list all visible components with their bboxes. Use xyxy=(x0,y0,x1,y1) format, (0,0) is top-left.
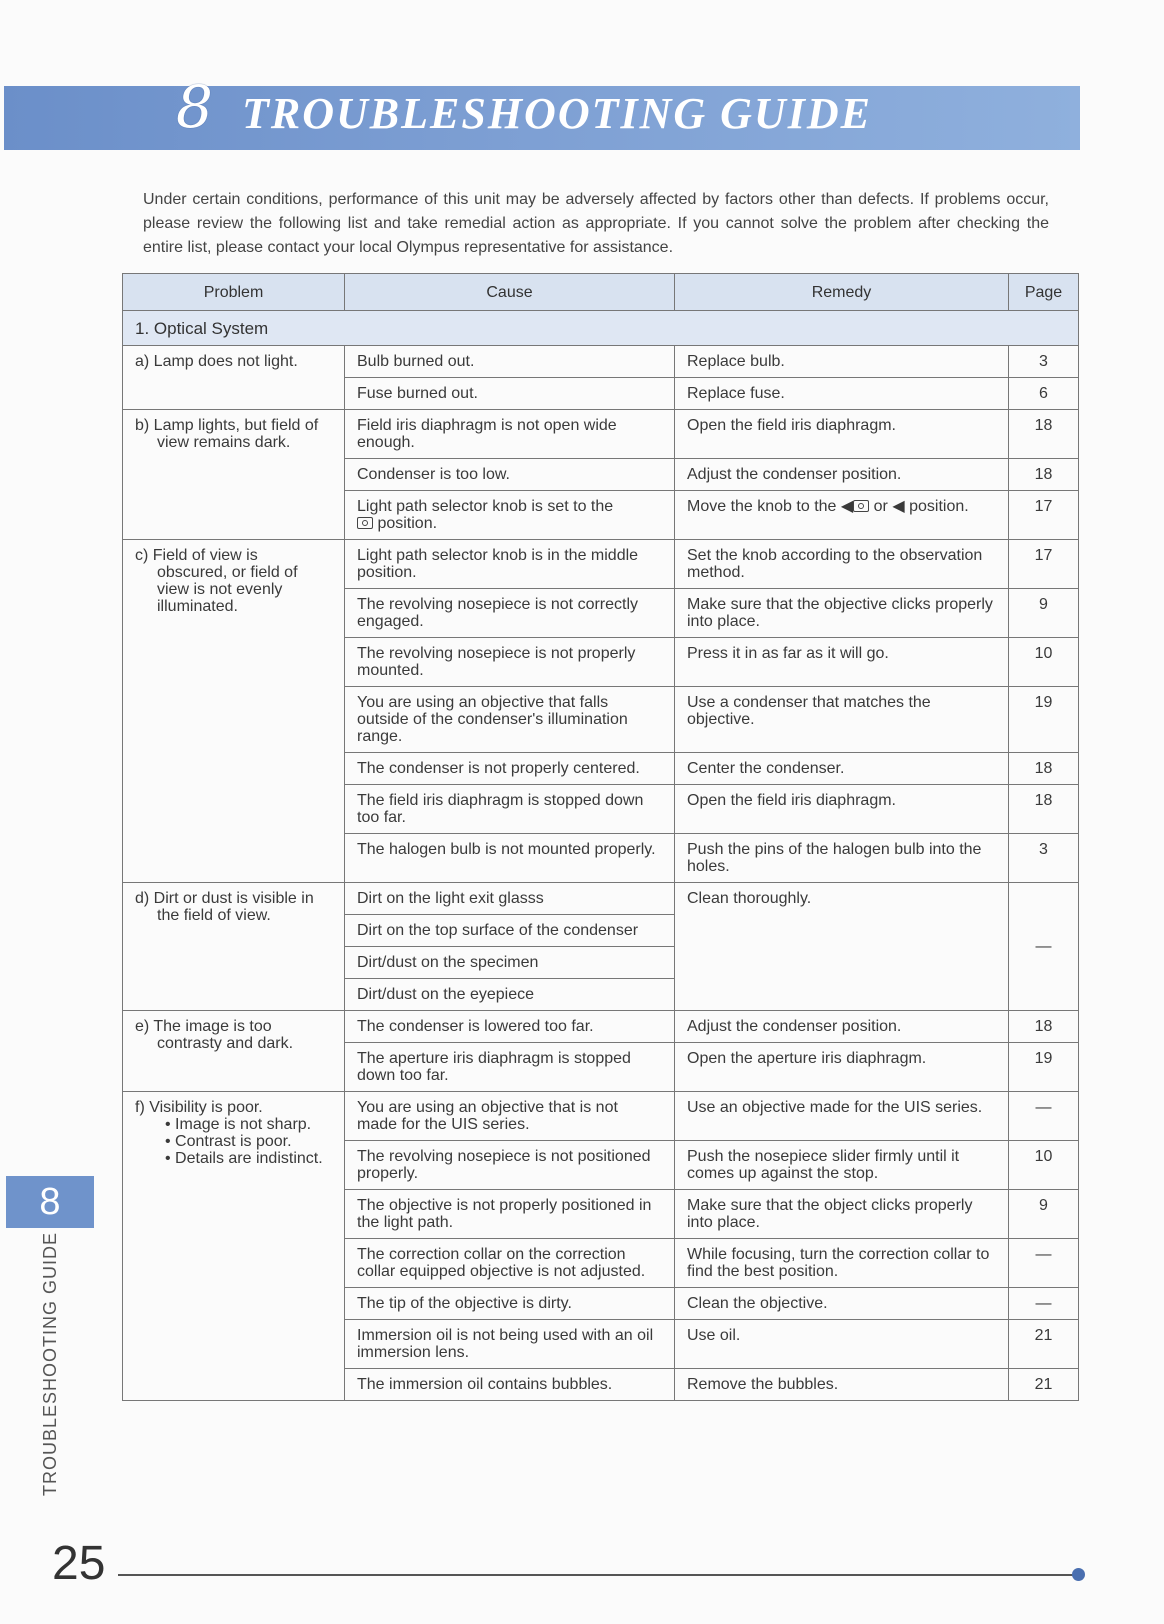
page-cell: 21 xyxy=(1009,1369,1079,1401)
page-cell: 18 xyxy=(1009,459,1079,491)
intro-paragraph: Under certain conditions, performance of this unit may be adversely affected by factors other than defects. If problems occur, please review the following list and take remedial action as appropriate. If you cannot solve the problem after checking the entire list, please contact your local Olympus representative for assistance. xyxy=(143,191,1049,256)
page-cell: — xyxy=(1009,1288,1079,1320)
remedy-cell: Replace bulb. xyxy=(675,346,1009,378)
cause-cell: Bulb burned out. xyxy=(345,346,675,378)
page-cell: 18 xyxy=(1009,785,1079,834)
page-cell: — xyxy=(1009,883,1079,1011)
footer-dot-icon xyxy=(1072,1568,1085,1581)
cause-cell: The immersion oil contains bubbles. xyxy=(345,1369,675,1401)
cause-cell: Dirt on the top surface of the condenser xyxy=(345,915,675,947)
problem-e: e) The image is too contrasty and dark. xyxy=(123,1011,345,1092)
cause-cell: The tip of the objective is dirty. xyxy=(345,1288,675,1320)
table-header-row xyxy=(123,274,1079,311)
chapter-title: TROUBLESHOOTING GUIDE xyxy=(242,89,872,138)
remedy-cell: Use a condenser that matches the objective. xyxy=(675,687,1009,753)
cause-cell: The revolving nosepiece is not positioned properly. xyxy=(345,1141,675,1190)
page-cell: 19 xyxy=(1009,687,1079,753)
page-cell: 18 xyxy=(1009,1011,1079,1043)
page-cell: 17 xyxy=(1009,540,1079,589)
cause-cell: Dirt/dust on the specimen xyxy=(345,947,675,979)
camera-icon xyxy=(853,500,869,512)
remedy-cell: Open the field iris diaphragm. xyxy=(675,785,1009,834)
page-cell: 3 xyxy=(1009,834,1079,883)
eyepiece-icon: ◀ xyxy=(892,498,905,515)
camera-icon xyxy=(357,517,373,529)
problem-b: b) Lamp lights, but field of view remains dark. xyxy=(123,410,345,540)
cause-cell: The halogen bulb is not mounted properly. xyxy=(345,834,675,883)
cause-cell: Condenser is too low. xyxy=(345,459,675,491)
problem-f-item: • Image is not sharp. xyxy=(165,1116,312,1133)
cause-cell: The revolving nosepiece is not properly mounted. xyxy=(345,638,675,687)
remedy-cell: Push the pins of the halogen bulb into the holes. xyxy=(675,834,1009,883)
remedy-text: Move the knob to the xyxy=(687,498,837,515)
page-cell: 6 xyxy=(1009,378,1079,410)
problem-f-item: • Contrast is poor. xyxy=(165,1133,292,1150)
page-cell: 18 xyxy=(1009,410,1079,459)
cause-cell: The condenser is not properly centered. xyxy=(345,753,675,785)
table-row xyxy=(123,883,1079,915)
remedy-cell: Clean thoroughly. xyxy=(675,883,1009,1011)
header-page: Page xyxy=(1009,274,1079,311)
cause-cell: The revolving nosepiece is not correctly engaged. xyxy=(345,589,675,638)
page-cell: — xyxy=(1009,1239,1079,1288)
table-row xyxy=(123,1011,1079,1043)
cause-text: Light path selector knob is set to the xyxy=(357,498,614,515)
remedy-cell: Adjust the condenser position. xyxy=(675,1011,1009,1043)
page-cell: 18 xyxy=(1009,753,1079,785)
remedy-cell: Use an objective made for the UIS series. xyxy=(675,1092,1009,1141)
page-cell: 19 xyxy=(1009,1043,1079,1092)
cause-cell: Fuse burned out. xyxy=(345,378,675,410)
section-row xyxy=(123,311,1079,346)
remedy-cell: Adjust the condenser position. xyxy=(675,459,1009,491)
cause-cell: You are using an objective that is not made for the UIS series. xyxy=(345,1092,675,1141)
remedy-cell: Open the aperture iris diaphragm. xyxy=(675,1043,1009,1092)
chapter-number: 8 xyxy=(176,73,213,141)
problem-f xyxy=(123,1092,345,1401)
remedy-cell: Push the nosepiece slider firmly until it comes up against the stop. xyxy=(675,1141,1009,1190)
remedy-suffix: position. xyxy=(909,498,969,515)
chapter-side-tab: 8 xyxy=(6,1176,94,1228)
remedy-cell: Make sure that the object clicks properly into place. xyxy=(675,1190,1009,1239)
remedy-cell: Press it in as far as it will go. xyxy=(675,638,1009,687)
problem-a: a) Lamp does not light. xyxy=(123,346,345,410)
cause-cell: Dirt on the light exit glasss xyxy=(345,883,675,915)
troubleshooting-table xyxy=(122,273,1079,1401)
remedy-cell: Set the knob according to the observation method. xyxy=(675,540,1009,589)
page-cell: 21 xyxy=(1009,1320,1079,1369)
problem-f-item: • Details are indistinct. xyxy=(165,1150,323,1167)
problem-f-title: f) Visibility is poor. xyxy=(135,1099,263,1116)
table-row xyxy=(123,540,1079,589)
remedy-cell: While focusing, turn the correction collar to find the best position. xyxy=(675,1239,1009,1288)
page-cell: 17 xyxy=(1009,491,1079,540)
remedy-cell: Make sure that the objective clicks properly into place. xyxy=(675,589,1009,638)
footer-rule xyxy=(118,1574,1078,1576)
table-row xyxy=(123,410,1079,459)
remedy-cell: Remove the bubbles. xyxy=(675,1369,1009,1401)
side-chapter-label: TROUBLESHOOTING GUIDE xyxy=(40,1231,60,1496)
page-number: 25 xyxy=(52,1537,106,1590)
cause-cell xyxy=(345,491,675,540)
cause-cell: The objective is not properly positioned in the light path. xyxy=(345,1190,675,1239)
remedy-cell xyxy=(675,491,1009,540)
eyepiece-icon: ◀ xyxy=(840,498,854,515)
cause-cell: Field iris diaphragm is not open wide enough. xyxy=(345,410,675,459)
cause-cell: The correction collar on the correction collar equipped objective is not adjusted. xyxy=(345,1239,675,1288)
page-cell: 9 xyxy=(1009,1190,1079,1239)
problem-d: d) Dirt or dust is visible in the field of view. xyxy=(123,883,345,1011)
page-cell: 3 xyxy=(1009,346,1079,378)
cause-suffix: position. xyxy=(377,515,438,532)
section-title: 1. Optical System xyxy=(123,311,1079,346)
remedy-cell: Center the condenser. xyxy=(675,753,1009,785)
remedy-cell: Clean the objective. xyxy=(675,1288,1009,1320)
cause-cell: The field iris diaphragm is stopped down too far. xyxy=(345,785,675,834)
problem-c: c) Field of view is obscured, or field of view is not evenly illuminated. xyxy=(123,540,345,883)
cause-cell: The aperture iris diaphragm is stopped down too far. xyxy=(345,1043,675,1092)
page-cell: 9 xyxy=(1009,589,1079,638)
remedy-mid: or xyxy=(873,498,888,515)
page-cell: 10 xyxy=(1009,638,1079,687)
remedy-cell: Replace fuse. xyxy=(675,378,1009,410)
cause-cell: You are using an objective that falls outside of the condenser's illumination range. xyxy=(345,687,675,753)
table-row xyxy=(123,1092,1079,1141)
header-remedy: Remedy xyxy=(675,274,1009,311)
table-row xyxy=(123,346,1079,378)
cause-cell: Light path selector knob is in the middle position. xyxy=(345,540,675,589)
page-cell: — xyxy=(1009,1092,1079,1141)
remedy-cell: Use oil. xyxy=(675,1320,1009,1369)
remedy-cell: Open the field iris diaphragm. xyxy=(675,410,1009,459)
page-cell: 10 xyxy=(1009,1141,1079,1190)
cause-cell: Immersion oil is not being used with an oil immersion lens. xyxy=(345,1320,675,1369)
cause-cell: Dirt/dust on the eyepiece xyxy=(345,979,675,1011)
cause-cell: The condenser is lowered too far. xyxy=(345,1011,675,1043)
header-cause: Cause xyxy=(345,274,675,311)
header-problem: Problem xyxy=(123,274,345,311)
